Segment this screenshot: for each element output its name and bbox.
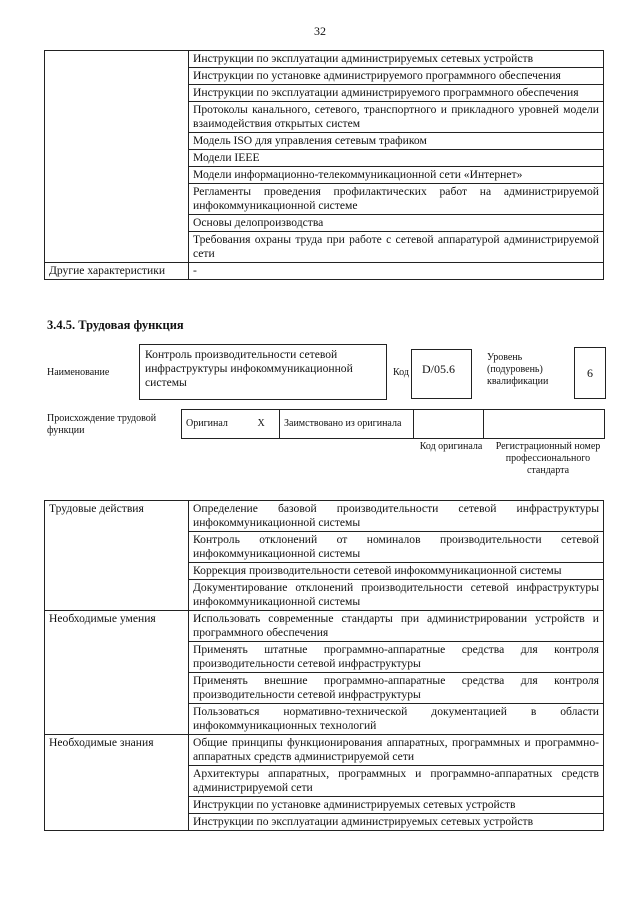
section-title: 3.4.5. Трудовая функция	[47, 318, 184, 332]
table-cell: Инструкции по эксплуатации администрируемого программного обеспечения	[189, 85, 604, 102]
table-row	[45, 51, 604, 68]
knowledge-label: Необходимые знания	[45, 735, 189, 831]
level-label: Уровень (подуровень) квалификации	[487, 352, 549, 387]
table-cell: Основы делопроизводства	[189, 215, 604, 232]
table-row	[45, 263, 604, 280]
labor-actions-label: Трудовые действия	[45, 501, 189, 611]
table-cell: Контроль отклонений от номиналов производительности сетевой инфокоммуникационной системы	[189, 532, 604, 563]
reg-number-label: Регистрационный номер профессионального стандарта	[495, 441, 601, 476]
table-cell: Регламенты проведения профилактических работ на администрируемой инфокоммуникационной системе	[189, 184, 604, 215]
page-number: 32	[314, 24, 326, 38]
function-code-box: D/05.6	[411, 349, 472, 399]
table-row	[45, 735, 604, 766]
table-cell: Применять штатные программно-аппаратные средства для контроля производительности сетевой инфраструктуры	[189, 642, 604, 673]
borrowed-label: Заимствовано из оригинала	[280, 410, 414, 439]
table-row	[182, 410, 605, 439]
table-cell: Использовать современные стандарты при администрировании устройств и программного обеспечения	[189, 611, 604, 642]
other-characteristics-value: -	[189, 263, 604, 280]
table-cell: Модель ISO для управления сетевым трафиком	[189, 133, 604, 150]
function-table	[44, 500, 604, 831]
table-cell: Инструкции по установке администрируемого программного обеспечения	[189, 68, 604, 85]
original-mark: X	[254, 410, 280, 439]
function-name-box: Контроль производительности сетевой инфраструктуры инфокоммуникационной системы	[139, 344, 387, 400]
table-cell: Общие принципы функционирования аппаратных, программных и программно-аппаратных средств администрируемой сети	[189, 735, 604, 766]
reg-number-cell	[484, 410, 605, 439]
table-cell: Инструкции по эксплуатации администрируемых сетевых устройств	[189, 814, 604, 831]
table-cell: Модели информационно-телекоммуникационной сети «Интернет»	[189, 167, 604, 184]
table-cell: Инструкции по эксплуатации администрируемых сетевых устройств	[189, 51, 604, 68]
level-value-box: 6	[574, 347, 606, 399]
table-cell: Определение базовой производительности сетевой инфраструктуры инфокоммуникационной системы	[189, 501, 604, 532]
table-cell: Требования охраны труда при работе с сетевой аппаратурой администрируемой сети	[189, 232, 604, 263]
table-row	[45, 611, 604, 642]
table-cell: Пользоваться нормативно-технической документацией в области инфокоммуникационных технологий	[189, 704, 604, 735]
table-cell: Архитектуры аппаратных, программных и программно-аппаратных средств администрируемой сети	[189, 766, 604, 797]
code-original-cell	[414, 410, 484, 439]
code-original-label: Код оригинала	[419, 441, 483, 452]
table-cell: Коррекция производительности сетевой инфокоммуникационной системы	[189, 563, 604, 580]
knowledge-table-continued	[44, 50, 604, 280]
other-characteristics-label: Другие характеристики	[45, 263, 189, 280]
empty-label-cell	[45, 51, 189, 263]
origin-label: Происхождение трудовой функции	[47, 413, 157, 436]
table-cell: Протоколы канального, сетевого, транспортного и прикладного уровней модели взаимодействия открытых систем	[189, 102, 604, 133]
table-row	[45, 501, 604, 532]
skills-label: Необходимые умения	[45, 611, 189, 735]
name-label: Наименование	[47, 367, 110, 378]
table-cell: Модели IEEE	[189, 150, 604, 167]
table-cell: Применять внешние программно-аппаратные средства для контроля производительности сетевой инфраструктуры	[189, 673, 604, 704]
code-label: Код	[393, 367, 409, 378]
original-label: Оригинал	[182, 410, 254, 439]
table-cell: Инструкции по установке администрируемых сетевых устройств	[189, 797, 604, 814]
origin-grid	[181, 409, 605, 439]
table-cell: Документирование отклонений производительности сетевой инфраструктуры инфокоммуникационной системы	[189, 580, 604, 611]
